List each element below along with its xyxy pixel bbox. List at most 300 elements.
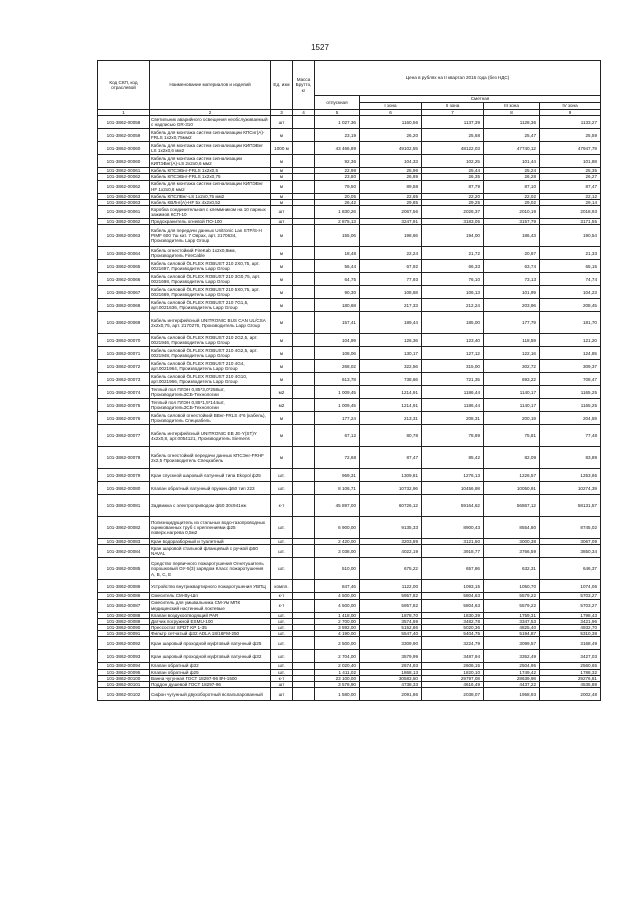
row-price-zone-3: 1759,31 [484,612,540,618]
row-price-otp: 3 578,90 [315,682,360,688]
row-name: Кабель для передачи данных Unitronic Lan STP/S-H PIMF 600 7ш кат. 7 Оврах, арт. 2170634, Производитель Lapp Group [150,225,271,247]
row-price-zone-4: 104,23 [540,286,601,299]
table-row [98,373,601,386]
row-price-zone-1: 213,31 [360,412,422,425]
row-price-zone-1: 1160,56 [360,116,422,129]
row-code: 101-3862-00059 [98,129,150,142]
row-mass [293,347,315,360]
row-price-otp: 104,99 [315,334,360,347]
row-code: 101-3862-00074 [98,386,150,399]
row-price-zone-4: 1074,06 [540,580,601,593]
row-price-zone-3: 122,16 [484,347,540,360]
row-code: 101-3862-00061 [98,168,150,174]
row-name: Клапан обратный латунный пружин.ф50 тип 223 [150,482,271,495]
row-name: Кабель КПСЛВнг-LS 1х2х0,75 мм2 [150,193,271,199]
row-unit: м [271,225,293,247]
table-row [98,618,601,624]
row-name: Кабель для монтажа систем сигнализации КИПЭВнг LS 1х2х0,6 мм2 [150,142,271,155]
row-price-otp: 56,44 [315,260,360,273]
row-price-otp: 155,06 [315,225,360,247]
row-price-zone-4: 29276,81 [540,675,601,681]
row-code: 101-3862-00063 [98,199,150,205]
row-price-otp: 23,80 [315,174,360,180]
row-price-zone-4: 21,33 [540,247,601,260]
row-price-otp: 268,02 [315,360,360,373]
row-unit: м [271,286,293,299]
row-mass [293,425,315,447]
col-number: 2 [150,110,271,116]
row-unit: к-т [271,599,293,612]
table-row [98,545,601,558]
row-price-zone-3: 2504,95 [484,663,540,669]
row-code: 101-3862-00063 [98,193,150,199]
table-row [98,688,601,701]
row-mass [293,482,315,495]
row-price-zone-4: 10274,39 [540,482,601,495]
row-price-zone-2: 66,33 [422,260,484,273]
row-price-otp: 6 900,00 [315,517,360,539]
row-unit: м [271,193,293,199]
header-zone-1: I зона [360,103,422,110]
col-number: 4 [293,110,315,116]
row-price-zone-4: 101,88 [540,155,601,168]
header-zone-2: II зона [422,103,484,110]
row-code: 101-3862-00070 [98,334,150,347]
row-unit: м [271,180,293,193]
col-number: 5 [315,110,360,116]
row-price-zone-3: 186,43 [484,225,540,247]
row-price-zone-1: 1214,91 [360,386,422,399]
row-price-zone-4: 3421,96 [540,618,601,624]
row-code: 101-3862-00087 [98,599,150,612]
row-price-zone-3: 632,31 [484,558,540,580]
table-row [98,682,601,688]
row-name: Поддон душевой ГОСТ 18297-96 [150,682,271,688]
row-price-zone-1: 217,33 [360,299,422,312]
row-price-otp: 108,06 [315,347,360,360]
row-name: Кабель силовой ÖLFLEX ROBUST 210 4G4, арт.0021964, Производитель Lapp Group [150,360,271,373]
row-price-zone-4: 1253,65 [540,469,601,482]
row-price-otp: 4 500,00 [315,599,360,612]
row-unit: шт. [271,663,293,669]
row-name: Прессостат SPDT KP 1-35 [150,625,271,631]
col-number: 7 [422,110,484,116]
row-price-zone-1: 26,89 [360,174,422,180]
row-price-otp: 2 500,00 [315,637,360,650]
row-name: Задвижка с электроприводом ф50 30с941нж [150,495,271,517]
col-number: 3 [271,110,293,116]
row-price-zone-3: 20,87 [484,247,540,260]
table-row [98,193,601,199]
row-price-zone-2: 185,00 [422,312,484,334]
row-price-otp: 26,42 [315,199,360,205]
row-price-zone-1: 5957,82 [360,593,422,599]
row-price-zone-4: 3427,03 [540,650,601,663]
row-name: Кабель для монтажа систем сигнализации КПСнг(А)-FRLS 1х2х0,75мм2 [150,129,271,142]
table-row [98,142,601,155]
row-price-zone-4: 87,47 [540,180,601,193]
row-price-zone-2: 315,00 [422,360,484,373]
row-price-zone-1: 1122,00 [360,580,422,593]
row-unit: шт. [271,637,293,650]
row-price-zone-3: 5579,22 [484,593,540,599]
row-price-zone-1: 1878,70 [360,612,422,618]
row-price-zone-2: 106,13 [422,286,484,299]
row-unit: шт. [271,625,293,631]
row-price-zone-1: 2091,86 [360,688,422,701]
row-price-otp: 4 190,00 [315,631,360,637]
row-unit: м [271,199,293,205]
row-price-zone-3: 3000,38 [484,539,540,545]
row-price-zone-4: 29,14 [540,199,601,205]
col-number: 1 [98,110,150,116]
row-unit: м [271,347,293,360]
table-row [98,663,601,669]
row-price-zone-4: 5703,27 [540,599,601,612]
row-price-zone-2: 123,40 [422,334,484,347]
row-price-zone-3: 22,02 [484,193,540,199]
row-price-otp: 510,00 [315,558,360,580]
row-name: Клапан воздухоотводящий PAR [150,612,271,618]
row-name: Кабель КПСЭВнг-FRLS 1х2х0,5 [150,168,271,174]
row-code: 101-3862-00100 [98,675,150,681]
row-price-zone-4: 204,59 [540,412,601,425]
row-price-zone-3: 1749,42 [484,669,540,675]
row-price-zone-1: 5152,86 [360,625,422,631]
row-name: Светильник аварийного освещения необслуживаемый с надписью GR-310 [150,116,271,129]
row-mass [293,447,315,469]
row-price-zone-1: 2067,56 [360,206,422,219]
row-code: 101-3862-00088 [98,612,150,618]
row-price-zone-3: 177,79 [484,312,540,334]
row-name: Кабель силовой ÖLFLEX ROBUST 210 4G10, арт.0021966, Производитель Lapp Group [150,373,271,386]
row-price-zone-3: 3157,79 [484,219,540,225]
row-name: Теплый пол ПЛЭН 0,85*3,0*258шт, ПроизводительЗСБ-Технологии [150,386,271,399]
row-price-zone-4: 2002,48 [540,688,601,701]
row-price-zone-3: 47740,12 [484,142,540,155]
row-price-zone-2: 1820,10 [422,669,484,675]
row-price-zone-4: 1165,25 [540,399,601,412]
table-row [98,599,601,612]
row-price-zone-4: 3171,55 [540,219,601,225]
header-price-title: Цена в рублях на II квартал 2016 года (без НДС) [315,61,601,96]
row-price-zone-1: 1214,91 [360,399,422,412]
row-code: 101-3862-00078 [98,447,150,469]
row-unit: м [271,412,293,425]
header-zone-4: IV зона [540,103,601,110]
row-code: 101-3862-00076 [98,412,150,425]
row-price-zone-4: 26,27 [540,174,601,180]
row-unit: шт. [271,612,293,618]
row-unit: м [271,273,293,286]
row-mass [293,155,315,168]
row-price-zone-3: 1140,17 [484,399,540,412]
row-unit: м [271,447,293,469]
row-price-zone-1: 10732,96 [360,482,422,495]
row-price-zone-2: 1186,44 [422,386,484,399]
row-price-zone-2: 194,00 [422,225,484,247]
row-price-zone-3: 63,74 [484,260,540,273]
row-unit: шт [271,116,293,129]
row-name: Смеситель СМ-Ву-Шп [150,593,271,599]
row-price-otp: 23,19 [315,129,360,142]
row-code: 101-3862-00086 [98,593,150,599]
table-row [98,539,601,545]
row-unit: м2 [271,399,293,412]
row-price-zone-2: 657,86 [422,558,484,580]
row-code: 101-3862-00060 [98,155,150,168]
row-code: 101-3862-00085 [98,558,150,580]
row-price-zone-4: 2560,65 [540,663,601,669]
row-name: Кабель интерфейсный UNITRONIC EB JE-Y(ST)Y 4х2х0,8, арт.0054121, Производитель Siemens [150,425,271,447]
table-row [98,637,601,650]
row-price-zone-4: 190,54 [540,225,601,247]
header-unit: Ед. изм [271,61,293,110]
table-body [98,116,601,701]
row-price-zone-4: 1133,27 [540,116,601,129]
table-row [98,517,601,539]
row-code: 101-3862-00091 [98,631,150,637]
row-price-zone-4: 708,47 [540,373,601,386]
row-price-zone-1: 80,78 [360,425,422,447]
row-price-otp: 969,31 [315,469,360,482]
row-price-zone-3: 8554,80 [484,517,540,539]
row-price-otp: 22,98 [315,168,360,174]
row-mass [293,637,315,650]
row-mass [293,580,315,593]
row-price-otp: 2 420,00 [315,539,360,545]
row-price-zone-3: 5194,87 [484,631,540,637]
table-row [98,334,601,347]
row-price-otp: 43 466,89 [315,142,360,155]
row-code: 101-3862-00083 [98,539,150,545]
row-price-zone-3: 82,09 [484,447,540,469]
row-mass [293,312,315,334]
row-price-zone-1: 30583,50 [360,675,422,681]
row-price-zone-4: 4535,88 [540,682,601,688]
table-row [98,168,601,174]
row-price-otp: 1 418,00 [315,612,360,618]
row-price-zone-3: 302,72 [484,360,540,373]
row-code: 101-3862-00094 [98,663,150,669]
row-price-otp: 1 009,45 [315,386,360,399]
row-price-zone-4: 3168,49 [540,637,601,650]
row-price-zone-1: 1309,81 [360,469,422,482]
row-name: Клапан обратный ф25 [150,669,271,675]
row-name: Кабель КПСЭВнг-FRLS 1х2х0,75 [150,174,271,180]
table-row [98,386,601,399]
row-mass [293,247,315,260]
row-price-zone-3: 118,59 [484,334,540,347]
row-price-zone-2: 2026,37 [422,206,484,219]
row-price-zone-2: 1093,15 [422,580,484,593]
row-code: 101-3862-00092 [98,637,150,650]
row-price-zone-3: 1050,70 [484,580,540,593]
table-row [98,631,601,637]
row-name: Устройство внутриквартирного пожаротушения УВПЦ [150,580,271,593]
row-price-zone-2: 26,35 [422,174,484,180]
row-mass [293,116,315,129]
table-row [98,206,601,219]
row-price-zone-4: 65,15 [540,260,601,273]
row-price-zone-1: 3579,99 [360,650,422,663]
table-row [98,247,601,260]
row-unit: м [271,129,293,142]
row-mass [293,260,315,273]
row-price-otp: 8 106,71 [315,482,360,495]
table-row [98,650,601,663]
row-price-zone-3: 1226,57 [484,469,540,482]
row-price-zone-2: 2038,07 [422,688,484,701]
row-price-zone-3: 693,22 [484,373,540,386]
row-price-zone-3: 101,99 [484,286,540,299]
row-name: Кабель силовой ÖLFLEX ROBUST 210 3G0,75, арт. 0021698, Производитель Lapp Group [150,273,271,286]
table-row [98,558,601,580]
row-price-zone-1: 3309,90 [360,637,422,650]
row-price-zone-2: 721,35 [422,373,484,386]
row-mass [293,412,315,425]
row-price-otp: 72,68 [315,447,360,469]
row-price-zone-1: 3574,69 [360,618,422,624]
row-price-zone-3: 3099,57 [484,637,540,650]
row-price-zone-4: 1798,43 [540,612,601,618]
row-price-zone-2: 4616,49 [422,682,484,688]
row-name: Кабель для монтажа систем сигнализации КИПЭВнг HF 1х2х0,6 мм2 [150,180,271,193]
row-price-zone-4: 646,37 [540,558,601,580]
row-price-zone-2: 5804,63 [422,599,484,612]
row-mass [293,386,315,399]
row-code: 101-3862-00065 [98,260,150,273]
row-price-zone-3: 1140,17 [484,386,540,399]
row-price-zone-2: 85,42 [422,447,484,469]
table-row [98,312,601,334]
table-row [98,180,601,193]
row-code: 101-3862-00058 [98,116,150,129]
row-name: Кабель КВЛнг(А)-HF 5х 4х2х0,52 [150,199,271,205]
row-mass [293,558,315,580]
row-code: 101-3862-00071 [98,347,150,360]
row-price-zone-1: 189,44 [360,312,422,334]
row-price-zone-3: 4825,40 [484,625,540,631]
row-name: Кран шаровый проходной муфтовый латунный ф25 [150,637,271,650]
table-row [98,447,601,469]
row-price-zone-2: 76,10 [422,273,484,286]
row-mass [293,469,315,482]
row-price-otp: 1 027.36 [315,116,360,129]
row-unit: м [271,373,293,386]
row-price-zone-4: 124,85 [540,347,601,360]
table-row [98,116,601,129]
row-price-otp: 20,05 [315,193,360,199]
row-mass [293,373,315,386]
row-unit: к-т [271,593,293,599]
row-code: 101-3862-00079 [98,469,150,482]
row-unit: шт [271,688,293,701]
row-code: 101-3862-00090 [98,625,150,631]
row-name: Датчик погружной ESMU-100 [150,618,271,624]
row-unit: шт [271,219,293,225]
table-row [98,129,601,142]
row-unit: шт. [271,517,293,539]
header-name: Наименование материалов и изделий [150,61,271,110]
row-unit: м [271,174,293,180]
row-price-otp: 92,36 [315,155,360,168]
row-price-zone-4: 47947,79 [540,142,601,155]
row-unit: шт. [271,618,293,624]
row-price-zone-4: 25,35 [540,168,601,174]
row-price-zone-2: 208,31 [422,412,484,425]
row-price-zone-4: 3850,34 [540,545,601,558]
row-price-zone-2: 3224,79 [422,637,484,650]
row-mass [293,495,315,517]
row-name: Кран шаровый проходной муфтовый латунный ф32 [150,650,271,663]
row-price-zone-4: 2018,93 [540,206,601,219]
row-name: Кран спускной шаровый латунный типа Ekopol ф25 [150,469,271,482]
col-number: 9 [540,110,601,116]
table-row [98,675,601,681]
row-price-zone-2: 1276,13 [422,469,484,482]
table-row [98,286,601,299]
row-name: Кабель огнестойкий передачи данных КПСЭнг-FRHF 2х2,5 Производитель Спецкабель [150,447,271,469]
row-code: 101-3862-00102 [98,688,150,701]
row-price-zone-1: 60726,12 [360,495,422,517]
row-unit: м [271,334,293,347]
row-price-otp: 2 020,40 [315,663,360,669]
row-unit: шт. [271,631,293,637]
row-code: 101-3862-00101 [98,682,150,688]
row-code: 101-3862-00064 [98,247,150,260]
row-unit: шт. [271,545,293,558]
row-name: Кабель силовой ÖLFLEX ROBUST 210 2Х0,75, арт. 0021697, Производитель Lapp Group [150,260,271,273]
row-price-zone-2: 3918,77 [422,545,484,558]
header-code: Код СКП, код отраслевой [98,61,150,110]
row-mass [293,142,315,155]
col-number: 8 [484,110,540,116]
row-price-otp: 1 411,02 [315,669,360,675]
row-name: Кабель силовой огнестойкий ВВнг-FRLS 4*6 (кабель), Производитель Спецкабель [150,412,271,425]
row-name: Средство первичного пожаротушения Огнетушитель порошковый ОУ-5(3) зарядом Класс пожаротушения А, В, С, Е [150,558,271,580]
row-code: 101-3862-00068 [98,299,150,312]
row-price-zone-3: 29,02 [484,199,540,205]
header-mass: Масса Брутто, кг [293,61,315,110]
row-price-zone-4: 208,45 [540,299,601,312]
row-price-zone-3: 1128,36 [484,116,540,129]
row-unit: м [271,247,293,260]
table-row [98,669,601,675]
row-mass [293,206,315,219]
row-code: 101-3862-00062 [98,174,150,180]
row-price-otp: 2 700,00 [315,618,360,624]
row-mass [293,545,315,558]
row-price-zone-1: 22,24 [360,247,422,260]
page-number: 1527 [311,43,329,52]
row-price-otp: 3 892,00 [315,625,360,631]
row-price-zone-1: 5547,40 [360,631,422,637]
table-row [98,347,601,360]
row-price-zone-4: 8745,02 [540,517,601,539]
header-otp: отпускная [315,96,360,110]
row-price-zone-2: 10456,98 [422,482,484,495]
row-unit: к-т [271,495,293,517]
row-price-zone-2: 102,25 [422,155,484,168]
row-price-zone-1: 87,47 [360,447,422,469]
row-price-zone-2: 1186,44 [422,399,484,412]
row-price-zone-3: 75,81 [484,425,540,447]
row-price-zone-2: 87,79 [422,180,484,193]
row-price-zone-2: 21,72 [422,247,484,260]
row-name: Кабель силовой ÖLFLEX ROBUST 210 5Х0,75, арт. 0021669, Производитель Lapp Group [150,286,271,299]
row-price-zone-2: 3183,05 [422,219,484,225]
